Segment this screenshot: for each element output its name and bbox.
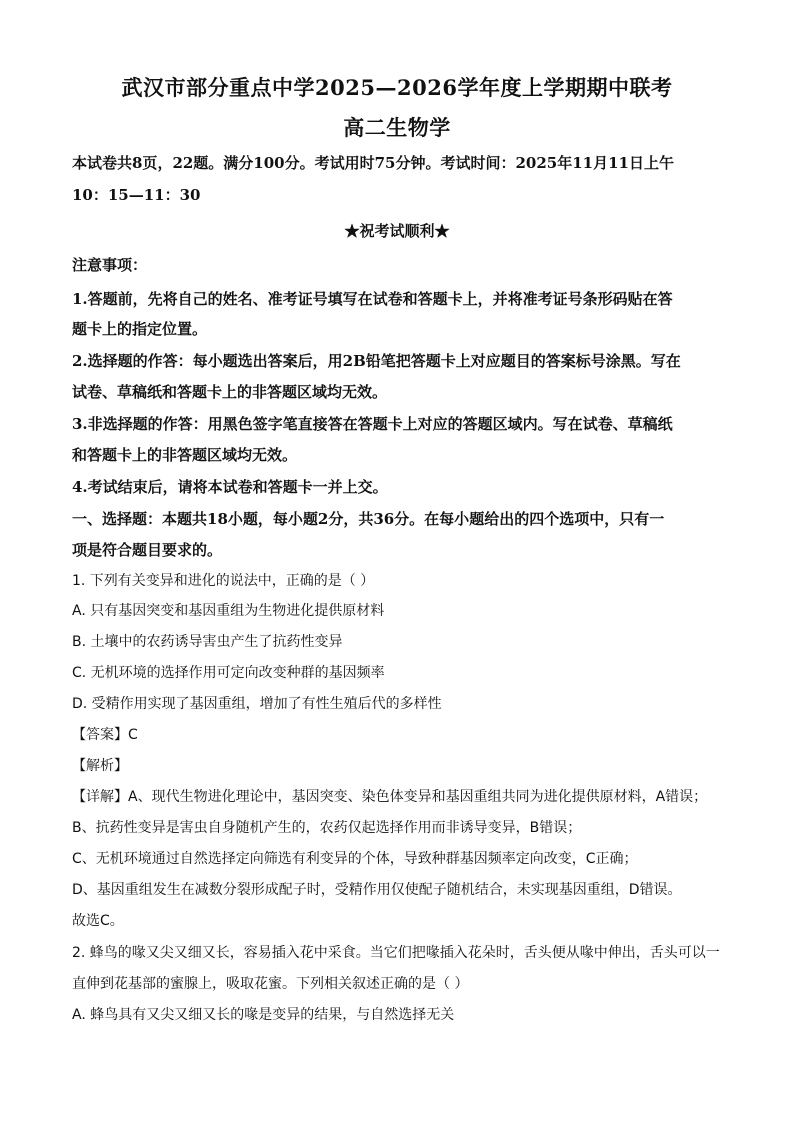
question-1-option-d: D. 受精作用实现了基因重组，增加了有性生殖后代的多样性 <box>72 696 442 712</box>
question-1-analysis-label: 【解析】 <box>72 758 128 774</box>
question-1-option-b: B. 土壤中的农药诱导害虫产生了抗药性变异 <box>72 634 343 650</box>
question-2-option-a: A. 蜂鸟具有又尖又细又长的喙是变异的结果，与自然选择无关 <box>72 1007 455 1023</box>
question-1-detail-line: B、抗药性变异是害虫自身随机产生的，农药仅起选择作用而非诱导变异，B错误； <box>72 820 582 836</box>
exam-info-line-2: 10：15—11：30 <box>72 186 201 204</box>
notice-item: 试卷、草稿纸和答题卡上的非答题区域均无效。 <box>72 383 388 401</box>
notice-item: 2.选择题的作答：每小题选出答案后，用2B铅笔把答题卡上对应题目的答案标号涂黑。写在 <box>72 352 681 370</box>
exam-info-line-1: 本试卷共8页，22题。满分100分。考试用时75分钟。考试时间：2025年11月11日上午 <box>72 154 674 172</box>
notice-item: 4.考试结束后，请将本试卷和答题卡一并上交。 <box>72 478 388 496</box>
notice-item: 1.答题前，先将自己的姓名、准考证号填写在试卷和答题卡上，并将准考证号条形码贴在答 <box>72 290 673 308</box>
question-2-stem-line: 直伸到花基部的蜜腺上，吸取花蜜。下列相关叙述正确的是（ ） <box>72 976 469 992</box>
notice-item: 题卡上的指定位置。 <box>72 320 208 338</box>
question-1-detail-line: D、基因重组发生在减数分裂形成配子时，受精作用仅使配子随机结合，未实现基因重组，D错误。 <box>72 882 682 898</box>
question-1-answer: 【答案】C <box>72 727 138 743</box>
question-2-stem-line: 2. 蜂鸟的喙又尖又细又长，容易插入花中采食。当它们把喙插入花朵时，舌头便从喙中伸出，舌头可以一 <box>72 945 720 961</box>
subject-title: 高二生物学 <box>343 115 451 140</box>
question-1-detail-line: 【详解】A、现代生物进化理论中，基因突变、染色体变异和基因重组共同为进化提供原材料，A错误； <box>72 789 708 805</box>
question-1-option-c: C. 无机环境的选择作用可定向改变种群的基因频率 <box>72 665 385 681</box>
question-1-stem: 1. 下列有关变异和进化的说法中，正确的是（ ） <box>72 573 375 589</box>
question-1-detail-line: C、无机环境通过自然选择定向筛选有利变异的个体，导致种群基因频率定向改变，C正确； <box>72 851 638 867</box>
question-1-option-a: A. 只有基因突变和基因重组为生物进化提供原材料 <box>72 603 385 619</box>
section-heading-line-1: 一、选择题：本题共18小题，每小题2分，共36分。在每小题给出的四个选项中，只有一 <box>72 510 665 528</box>
question-1-conclusion: 故选C。 <box>72 913 124 929</box>
exam-title: 武汉市部分重点中学2025—2026学年度上学期期中联考 <box>121 75 673 100</box>
wish-line: ★祝考试顺利★ <box>344 222 450 240</box>
notice-heading: 注意事项： <box>72 256 148 274</box>
notice-item: 和答题卡上的非答题区域均无效。 <box>72 446 298 464</box>
section-heading-line-2: 项是符合题目要求的。 <box>72 541 223 559</box>
notice-item: 3.非选择题的作答：用黑色签字笔直接答在答题卡上对应的答题区域内。写在试卷、草稿纸 <box>72 415 673 433</box>
